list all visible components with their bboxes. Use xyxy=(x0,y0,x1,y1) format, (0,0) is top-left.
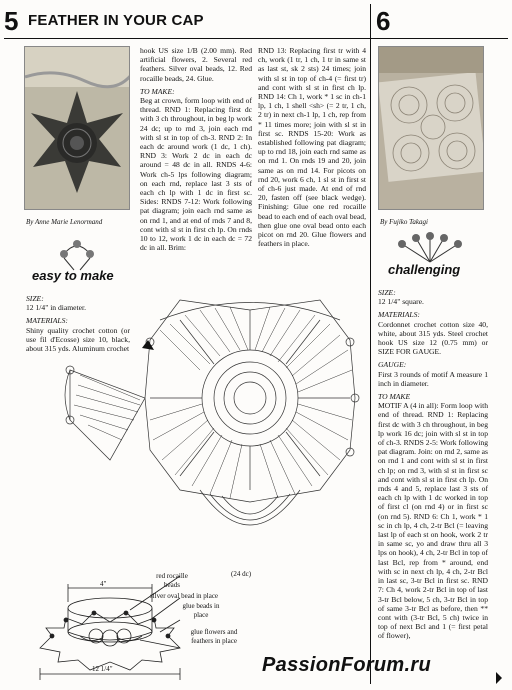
pattern5-col2 xyxy=(140,46,252,252)
byline-6: By Fujiko Takagi xyxy=(380,218,428,226)
label-silver: silver oval bead in place xyxy=(150,592,219,600)
crochet-diagram-5 xyxy=(50,280,368,580)
make-heading-6: TO MAKE xyxy=(378,392,411,402)
pattern5-col3 xyxy=(258,46,366,248)
watermark: PassionForum.ru xyxy=(262,654,431,676)
label-flowers: glue flowers and feathers in place xyxy=(190,628,238,645)
materials-cont-5: hook US size 1/B (2.00 mm). Red artificial flowers, 2. Several red feathers. Silver oval beads, 12. Red rocaille beads, 24. Glue. xyxy=(140,46,252,83)
make-text-5: Beg at crown, form loop with end of thread. RND 1: Replacing first dc with 3 ch throughout, in beg lp work 24 dc; up to rnd 3, join each rnd with sl st in top of ch-3. RND 2: In each dc around work (1 dc, 1 ch). RND 3: Work 2 dc in each dc around = 48 dc in all. RNDS 4-6: Work ch-5 lps following diagram; on each rnd, replace last 3 sts of each ch lp with 1 dc in first sc. Sides: RNDS 7-12: Work following pat diagram; join each rnd same as on rnd 1, and at end of rnds 7 and 8, cont with sl st in first ch lp. On rnds 10 to 12, work 1 dc in each dc = 72 dc in all. Brim: xyxy=(140,96,252,253)
materials-heading-5: MATERIALS: xyxy=(26,316,68,326)
pattern6-text xyxy=(378,288,488,641)
label-rocaille: red rocaille beads xyxy=(156,572,188,589)
page-turn-arrow-icon xyxy=(496,672,502,684)
size-heading-6: SIZE: xyxy=(378,288,396,297)
label-glue-beads: glue beads in place xyxy=(182,602,220,619)
size-heading-5: SIZE: xyxy=(26,294,44,303)
materials-heading-6: MATERIALS: xyxy=(378,310,420,320)
gauge-text-6: First 3 rounds of motif A measure 1 inch in diameter. xyxy=(378,369,488,388)
badge-challenging-label: challenging xyxy=(388,262,461,277)
hat-assembly-diagram xyxy=(30,540,190,685)
badge-easy-label: easy to make xyxy=(32,268,114,283)
doily-6-photo xyxy=(378,46,484,210)
column-divider xyxy=(370,4,371,684)
brim-text-5: RND 13: Replacing first tr with 4 ch, work (1 tr, 1 ch, 1 tr in same st as last st, sk 2 sts) 24 times; join with sl st in top of ch-4 (= first tr) and cont with sl st in first ch lp. RND 14: Ch 1, work * 1 sc in ch-1 lp, 1 ch, 1 shell <sh> (= 2 tr, 1 ch, 2 tr) in next ch-1 lp, 1 ch, rep from * 11 times more; join with sl st in first sc. RNDS 15-20: Work as established following pat diagram; up to rnd 18, join each rnd same as on rnd 1. On rnds 19 and 20, join same as on rnd 14. For picots on rnd 20, work 6 ch, 1 sl st in first st of ch-6 just made. At end of rnd 20, fasten off (see black wedge). Finishing: Glue one red rocaille bead to each end of each oval bead, then glue one oval bead onto each picot on rnd 20. Glue flowers and feathers in place. xyxy=(258,46,366,249)
dim-top-label: 4" xyxy=(100,580,107,588)
diagram-repeat-label: (24 dc) xyxy=(231,570,252,578)
pattern-number-6: 6 xyxy=(376,6,391,36)
doily-5-photo xyxy=(24,46,130,210)
page-title: FEATHER IN YOUR CAP xyxy=(28,12,204,29)
make-heading-5: TO MAKE: xyxy=(140,86,175,96)
header-rule xyxy=(4,38,508,39)
dim-bottom-label: 12 1/4" xyxy=(92,665,113,673)
pattern-number-5: 5 xyxy=(4,6,19,36)
size-text-6: 12 1/4" square. xyxy=(378,297,424,307)
materials-text-6: Cordonnet crochet cotton size 40, white, about 315 yds. Steel crochet hook US size 12 (0.75 mm) or SIZE FOR GAUGE. xyxy=(378,319,488,357)
size-text-5: 12 1/4" in diameter. xyxy=(26,303,87,313)
materials-text-5: Shiny quality crochet cotton (or use fil d'Ecosse) size 10, black, about 315 yds. Aluminum crochet xyxy=(26,325,130,354)
make-text-6: MOTIF A (4 in all): Form loop with end of thread. RND 1: Replacing first dc with 3 ch throughout, in beg lp work 16 dc; join with sl st in top of ch-3. RNDS 2-5: Work following pat diagram. Join: on rnd 2, same as on rnd 1 and cont with sl st in first ch lp; on rnd 3, with sl st in first sc and cont with sl st in first ch lp. On rnds 4 and 5, replace last 3 sts of each ch lp with 1 dc worked in top of first cl (on rnd 4) or in first sc (on rnd 5). RND 6: Ch 1, work * 1 sc in ch lp, 4 ch, 2-tr Bcl (= leaving last lp of each st on hook, work 2 tr in same sc, yo and draw thru all 3 lps on hook), 4 ch, 2-tr Bcl in top of last Bcl, rep from * around, end with sc in next ch lp, 4 ch, 2-tr Bcl in last sc, 3-tr Bcl in first sc. RND 7: Ch 4, work 2-tr Bcl in top of last 3-tr Bcl below, 5 ch, 3-tr Bcl in top of same 3-tr Bcl as before, then ** cont with (3-tr Bcl, 5 ch) twice in top of next Bcl and 1 (= first petal of flower), xyxy=(378,401,488,641)
gauge-heading-6: GAUGE: xyxy=(378,360,407,370)
byline-5: By Anne Marie Lenormand xyxy=(26,218,103,226)
